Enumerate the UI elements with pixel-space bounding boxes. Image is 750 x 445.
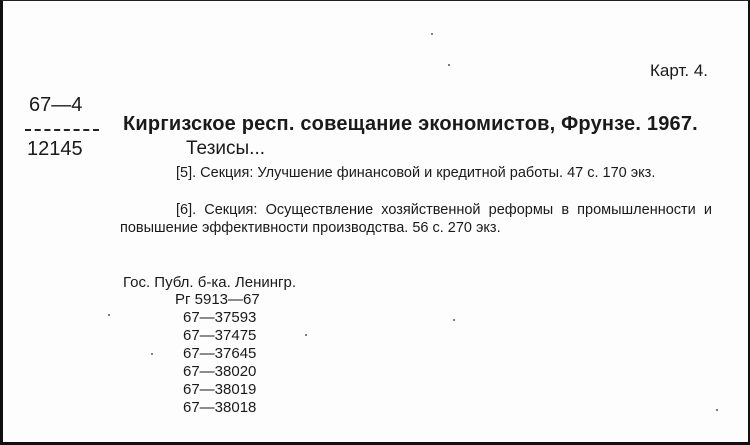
- scan-speck: [305, 334, 307, 336]
- registration-number: 67—38018: [183, 399, 257, 416]
- registration-number: 67—37593: [183, 309, 257, 326]
- scan-speck: [108, 314, 110, 316]
- card-subtitle: Тезисы...: [186, 138, 266, 159]
- card-heading: Киргизское респ. совещание экономистов, Фрунзе. 1967.: [123, 113, 698, 135]
- section-entry-6: [6]. Секция: Осуществление хозяйственной реформы в промышленности и повышение эффективности производства. 56 с. 270 экз.: [120, 202, 712, 236]
- scan-speck: [453, 319, 455, 321]
- scan-speck: [448, 64, 450, 66]
- inventory-number: 12145: [27, 138, 83, 160]
- registration-number: 67—37645: [183, 345, 257, 362]
- scan-speck: [716, 409, 718, 411]
- classification-number: 67—4: [29, 94, 83, 116]
- library-holder: Гос. Публ. б-ка. Ленингр.: [123, 274, 297, 291]
- registration-number: 67—38019: [183, 381, 257, 398]
- classification-divider: [25, 129, 99, 131]
- scan-speck: [151, 353, 153, 355]
- registration-numbers: [175, 291, 260, 417]
- registration-number: Рг 5913—67: [175, 291, 260, 308]
- section-entry-5: [5]. Секция: Улучшение финансовой и кредитной работы. 47 с. 170 экз.: [176, 165, 656, 181]
- scan-speck: [431, 33, 433, 35]
- card-number: Карт. 4.: [650, 61, 708, 80]
- registration-number: 67—37475: [183, 327, 257, 344]
- registration-number: 67—38020: [183, 363, 257, 380]
